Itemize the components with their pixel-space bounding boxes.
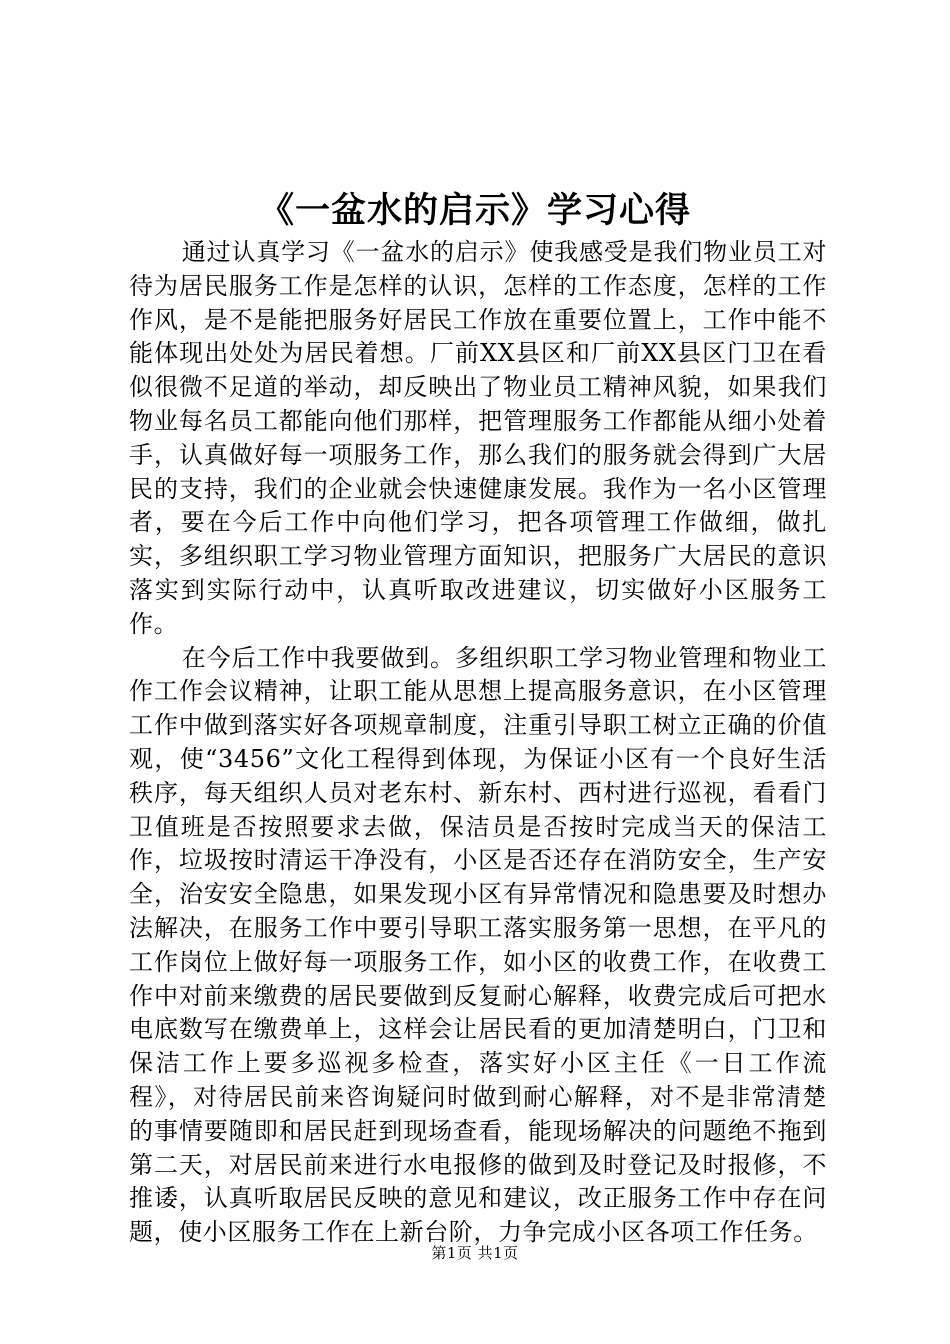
page-number-footer: 第1页 共1页 [431, 1244, 519, 1262]
paragraph-1: 通过认真学习《一盆水的启示》使我感受是我们物业员工对待为居民服务工作是怎样的认识，怎样的工作态度，怎样的工作作风，是不是能把服务好居民工作放在重要位置上，工作中能不能体现出处处为居民着想。厂前XX县区和厂前XX县区门卫在看似很微不足道的举动，却反映出了物业员工精神风貌，如果我们物业每名员工都能向他们那样，把管理服务工作都能从细小处着手，认真做好每一项服务工作，那么我们的服务就会得到广大居民的支持，我们的企业就会快速健康发展。我作为一名小区管理者，要在今后工作中向他们学习，把各项管理工作做细，做扎实，多组织职工学习物业管理方面知识，把服务广大居民的意识落实到实际行动中，认真听取改进建议，切实做好小区服务工作。 [129, 238, 827, 638]
document-title: 《一盆水的启示》学习心得 [258, 190, 691, 231]
paragraph-2: 在今后工作中我要做到。多组织职工学习物业管理和物业工作工作会议精神，让职工能从思想上提高服务意识，在小区管理工作中做到落实好各项规章制度，注重引导职工树立正确的价值观，使“3456”文化工程得到体现，为保证小区有一个良好生活秩序，每天组织人员对老东村、新东村、西村进行巡视，看看门卫值班是否按照要求去做，保洁员是否按时完成当天的保洁工作，垃圾按时清运干净没有，小区是否还存在消防安全，生产安全，治安安全隐患，如果发现小区有异常情况和隐患要及时想办法解决，在服务工作中要引导职工落实服务第一思想，在平凡的工作岗位上做好每一项服务工作，如小区的收费工作，在收费工作中对前来缴费的居民要做到反复耐心解释，收费完成后可把水电底数写在缴费单上，这样会让居民看的更加清楚明白，门卫和保洁工作上要多巡视多检查，落实好小区主任《一日工作流程》，对待居民前来咨询疑问时做到耐心解释，对不是非常清楚的事情要随即和居民赶到现场查看，能现场解决的问题绝不拖到第二天，对居民前来进行水电报修的做到及时登记及时报修，不推诿，认真听取居民反映的意见和建议，改正服务工作中存在问题，使小区服务工作在上新台阶，力争完成小区各项工作任务。 [129, 643, 827, 1247]
document-body [129, 236, 827, 1250]
